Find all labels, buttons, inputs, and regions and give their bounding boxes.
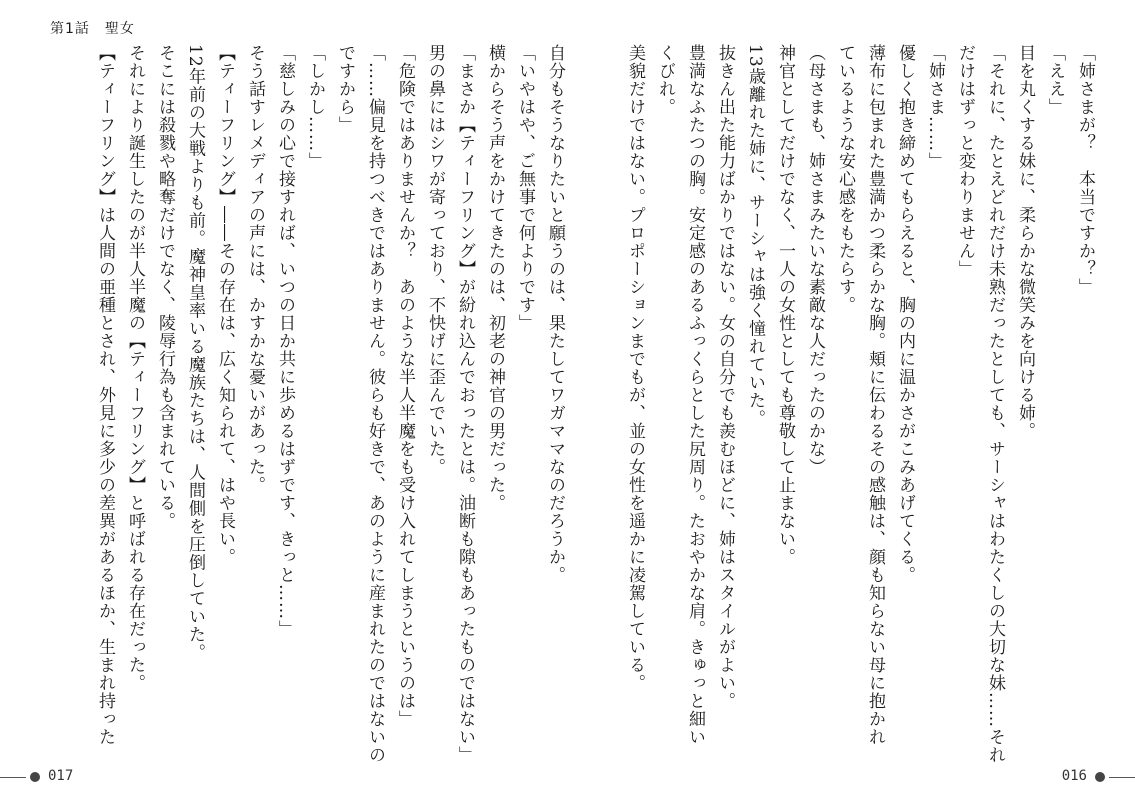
footer-dot-icon [1095,772,1105,782]
right-page-footer [1015,770,1135,786]
text-line: 豊満なふたつの胸。安定感のあるふっくらとした尻周り。たおやかな肩。きゅっと細い [685,44,705,746]
text-line: 目を丸くする妹に、柔らかな微笑みを向ける姉。 [1015,44,1035,440]
text-line: 男の鼻にはシワが寄っており、不快げに歪んでいた。 [425,44,445,476]
footer-dot-icon [30,772,40,782]
text-line: 「ええ」 [1045,44,1065,116]
text-line: 自分もそうなりたいと願うのは、果たしてワガママなのだろうか。 [545,44,565,584]
text-line: ですから」 [335,44,355,134]
page-number-left: 017 [48,768,74,784]
page-number-right: 016 [1061,768,1087,784]
text-line: 「危険ではありませんか？ あのような半人半魔をも受け入れてしまうというのは」 [395,44,415,728]
text-line: 「それに、たとえどれだけ未熟だったとしても、サーシャはわたくしの大切な妹……それ [985,44,1005,764]
text-line: 抜きん出た能力ばかりではない。女の自分でも羨むほどに、姉はスタイルがよい。 [715,44,735,710]
text-line: 横からそう声をかけてきたのは、初老の神官の男だった。 [485,44,505,512]
text-line: 12年前の大戦よりも前。魔神皇率いる魔族たちは、人間側を圧倒していた。 [185,44,205,662]
right-page [610,44,1100,764]
text-line: そう話すレメディアの声には、かすかな憂いがあった。 [245,44,265,494]
text-line: 【ティーフリング】――その存在は、広く知られて、はや長い。 [215,44,235,566]
text-line: 「まさか【ティーフリング】が紛れ込んでおったとは。油断も隙もあったものではない」 [455,44,475,764]
text-line: 「……偏見を持つべきではありません。彼らも好きで、あのように産まれたのではないの [365,44,385,764]
text-line: くびれ。 [655,44,675,116]
text-line: 「慈しみの心で接すれば、いつの日か共に歩めるはずです、きっと……」 [275,44,295,638]
text-line: 薄布に包まれた豊満かつ柔らかな胸。頬に伝わるその感触は、顔も知らない母に抱かれ [865,44,885,746]
footer-rule [1109,777,1135,778]
text-line: それにより誕生したのが半人半魔の【ティーフリング】と呼ばれる存在だった。 [125,44,145,692]
text-line: 神官としてだけでなく、一人の女性としても尊敬して止まない。 [775,44,795,566]
text-line: 「しかし……」 [305,44,325,170]
text-line: 美貌だけではない。プロポーションまでもが、並の女性を遥かに凌駕している。 [625,44,645,692]
text-line: だけはずっと変わりません」 [955,44,975,278]
text-line: ているような安心感をもたらす。 [835,44,855,314]
text-line: 「いやはや、ご無事で何よりです」 [515,44,535,332]
left-page-footer [0,770,120,786]
text-line: そこには殺戮や略奪だけでなく、陵辱行為も含まれている。 [155,44,175,530]
text-line: 「姉さまが？ 本当ですか？」 [1075,44,1095,296]
text-line: （母さまも、姉さまみたいな素敵な人だったのかな） [805,44,825,476]
left-page [40,44,570,764]
text-line: 「姉さま……」 [925,44,945,170]
text-line: 【ティーフリング】は人間の亜種とされ、外見に多少の差異があるほか、生まれ持った [95,44,115,746]
text-line: 優しく抱き締めてもらえると、胸の内に温かさがこみあげてくる。 [895,44,915,584]
footer-rule [0,777,26,778]
chapter-title: 第1話 聖女 [50,21,135,37]
text-line: 13歳離れた姉に、サーシャは強く憧れていた。 [745,44,765,428]
